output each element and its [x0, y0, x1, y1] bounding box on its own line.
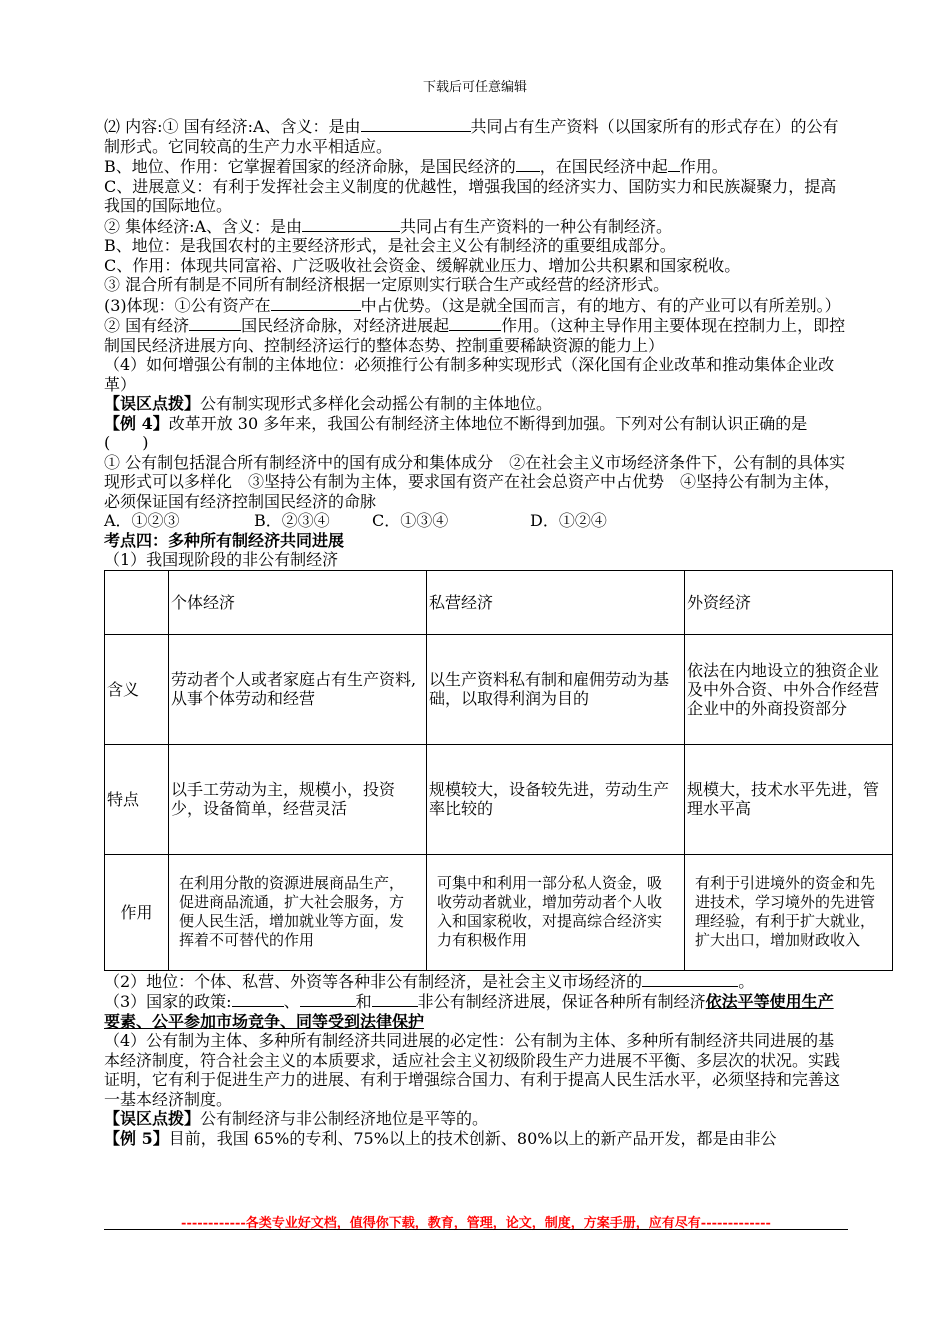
fill-blank — [302, 216, 400, 232]
table-cell: 规模较大，设备较先进，劳动生产率比较的 — [427, 744, 685, 854]
table-header-cell — [105, 570, 169, 634]
label-bold: 【例 5】 — [104, 1128, 169, 1148]
fill-blank — [232, 991, 284, 1007]
text: 国民经济命脉，对经济进展起 — [241, 316, 450, 335]
option-c: C．①③④ — [372, 511, 449, 530]
table-cell: 劳动者个人或者家庭占有生产资料,从事个体劳动和经营 — [169, 634, 427, 744]
text: ② 国有经济 — [104, 316, 190, 335]
label-bold: 【例 4】 — [104, 413, 169, 433]
answer-options — [104, 511, 848, 531]
option-b: B．②③④ — [254, 511, 330, 530]
fill-blank — [372, 991, 418, 1007]
page-footer: ------------各类专业好文档，值得你下载，教育，管理，论文，制度，方案手册，应有尽有------------- — [181, 1216, 771, 1231]
fill-blank — [668, 156, 680, 172]
paragraph — [104, 116, 848, 156]
fill-blank — [449, 315, 501, 331]
text: B、地位、作用：它掌握着国家的经济命脉，是国民经济的 — [104, 157, 516, 176]
text: ⑵ 内容:① 国有经济:A、含义：是由 — [104, 117, 361, 136]
page-header: 下载后可任意编辑 — [422, 80, 527, 95]
table-header-cell: 个体经济 — [169, 570, 427, 634]
table-row — [105, 854, 893, 970]
table-cell: 含义 — [105, 634, 169, 744]
paragraph: ① 公有制包括混合所有制经济中的国有成分和集体成分 ②在社会主义市场经济条件下，公有制的具体实现形式可以多样化 ③坚持公有制为主体，要求国有资产在社会总资产中占优势 ④坚持公有制为主体，必须保证国有经济控制国民经济的命脉 — [104, 452, 846, 511]
table-cell: 有利于引进境外的资金和先进技术，学习境外的先进管理经验，有利于扩大就业，扩大出口，增加财政收入 — [685, 854, 893, 970]
table-row — [105, 744, 893, 854]
table-cell: 以手工劳动为主，规模小，投资少，设备简单，经营灵活 — [169, 744, 427, 854]
text: ，在国民经济中起 — [539, 157, 668, 176]
paragraph — [104, 216, 848, 237]
table-row — [105, 634, 893, 744]
text: 共同占有生产资料（以国家所有的形式存在）的公有制形式。它同较高的生产力水平相适应。 — [104, 117, 839, 156]
fill-blank — [361, 116, 471, 132]
table-cell: 在利用分散的资源进展商品生产，促进商品流通，扩大社会服务，方便人民生活，增加就业等方面，发挥着不可替代的作用 — [169, 854, 427, 970]
table-header-row — [105, 570, 893, 634]
text: 中占优势。（这是就全国而言，有的地方、有的产业可以有所差别。） — [360, 295, 841, 315]
paragraph — [104, 1109, 848, 1129]
text: 作用。 — [679, 157, 728, 176]
label-bold: 【误区点拨】 — [104, 394, 201, 413]
document-body — [104, 116, 880, 1148]
paragraph: （4）如何增强公有制的主体地位：必须推行公有制多种实现形式（深化国有企业改革和推动集体企业改革） — [104, 355, 835, 394]
text: 作用。（这种主导作用主要体现在控制力上，即控制国民经济进展方向、控制经济运行的整体态势、控制重要稀缺资源的能力上） — [104, 316, 846, 355]
table-cell: 规模大，技术水平先进，管理水平高 — [685, 744, 893, 854]
text: 共同占有生产资料的一种公有制经济。 — [400, 216, 673, 236]
economy-table — [104, 570, 893, 971]
table-cell: 特点 — [105, 744, 169, 854]
table-cell: 作用 — [105, 854, 169, 970]
paragraph: （1）我国现阶段的非公有制经济 — [104, 550, 339, 569]
option-a: A．①②③ — [104, 511, 180, 530]
paragraph: B、地位：是我国农村的主要经济形式，是社会主义公有制经济的重要组成部分。 — [104, 236, 676, 255]
label-bold: 【误区点拨】 — [104, 1109, 201, 1128]
text: （2）地位：个体、私营、外资等各种非公有制经济，是社会主义市场经济的 — [104, 971, 643, 991]
paragraph — [104, 414, 848, 453]
fill-blank — [516, 156, 540, 172]
text: 。 — [738, 971, 755, 991]
text: 、 — [283, 992, 300, 1011]
paragraph — [104, 315, 848, 355]
option-d: D．①②④ — [530, 511, 607, 530]
text: ② 集体经济:A、含义：是由 — [104, 216, 303, 236]
table-cell: 依法在内地设立的独资企业及中外合资、中外合作经营企业中的外商投资部分 — [685, 634, 893, 744]
paragraph — [104, 394, 848, 414]
text: 公有制实现形式多样化会动摇公有制的主体地位。 — [200, 394, 553, 413]
text: 公有制经济与非公制经济地位是平等的。 — [200, 1109, 489, 1128]
table-cell: 可集中和利用一部分私人资金，吸收劳动者就业，增加劳动者个人收入和国家税收，对提高综合经济实力有积极作用 — [427, 854, 685, 970]
paragraph — [104, 156, 848, 177]
fill-blank — [300, 991, 356, 1007]
paragraph: C、作用：体现共同富裕、广泛吸收社会资金、缓解就业压力、增加公共积累和国家税收。 — [104, 255, 741, 275]
paragraph — [104, 971, 848, 992]
text: (3)体现：①公有资产在 — [104, 295, 271, 315]
table-header-cell: 外资经济 — [685, 570, 893, 634]
text: 目前，我国 65%的专利、75%以上的技术创新、80%以上的新产品开发，都是由非公 — [168, 1128, 777, 1148]
footer-divider — [104, 1229, 848, 1230]
text: 非公有制经济进展，保证各种所有制经济 — [417, 992, 706, 1011]
text: 和 — [355, 992, 372, 1011]
paragraph — [104, 295, 848, 316]
underlined-text: 依法平等使用生产要素、公平参加市场竞争、同等受到法律保护 — [104, 992, 834, 1031]
fill-blank — [271, 295, 361, 311]
paragraph: （4）公有制为主体、多种所有制经济共同进展的必定性：公有制为主体、多种所有制经济共同进展的基本经济制度，符合社会主义的本质要求，适应社会主义初级阶段生产力进展不平衡、多层次的状况。实践证明，它有利于促进生产力的进展、有利于增强综合国力、有利于提高人民生活水平，必须坚持和完善这一基本经济制度。 — [104, 1031, 841, 1109]
paragraph — [104, 991, 848, 1031]
fill-blank — [642, 971, 738, 987]
paragraph: ③ 混合所有制是不同所有制经济根据一定原则实行联合生产或经营的经济形式。 — [104, 275, 670, 294]
table-cell: 以生产资料私有制和雇佣劳动为基础，以取得利润为目的 — [427, 634, 685, 744]
table-header-cell: 私营经济 — [427, 570, 685, 634]
paragraph — [104, 1129, 848, 1149]
fill-blank — [189, 315, 241, 331]
text: 改革开放 30 多年来，我国公有制经济主体地位不断得到加强。下列对公有制认识正确的是( ) — [104, 413, 808, 452]
text: （3）国家的政策: — [104, 992, 232, 1011]
paragraph: C、进展意义：有利于发挥社会主义制度的优越性，增强我国的经济实力、国防实力和民族凝聚力，提高我国的国际地位。 — [104, 176, 837, 215]
section-heading: 考点四：多种所有制经济共同进展 — [104, 530, 345, 550]
